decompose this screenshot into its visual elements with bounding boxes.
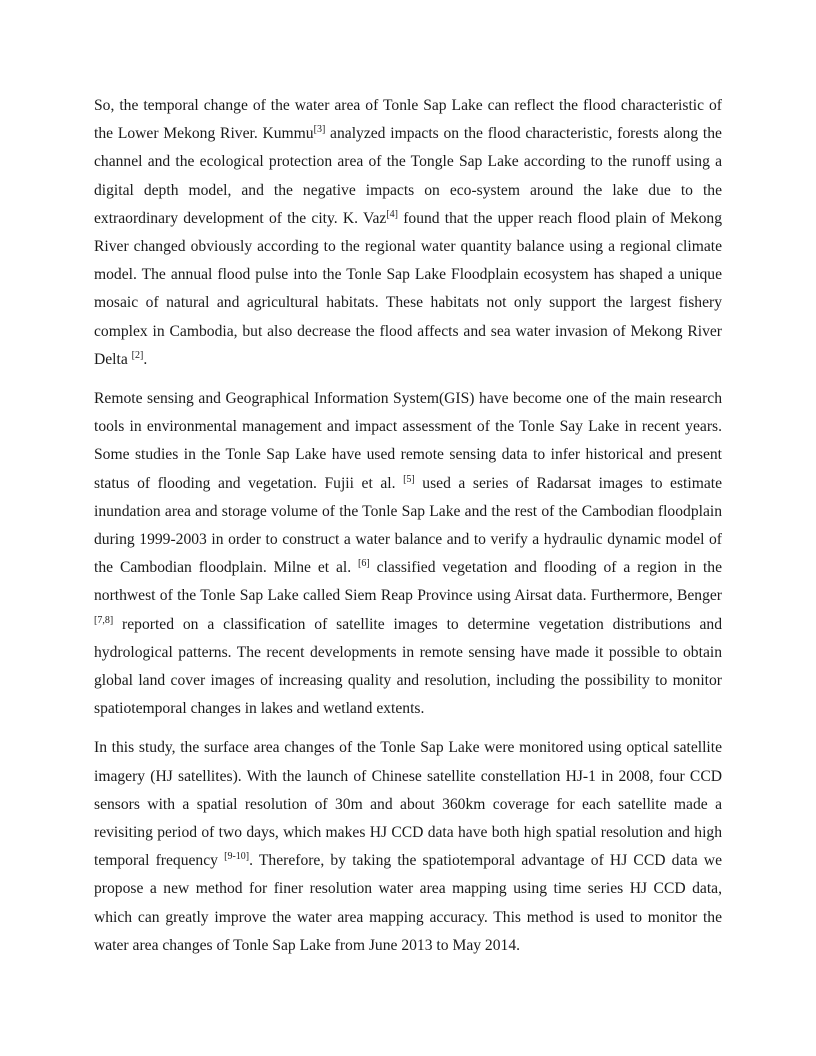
paragraph-3 xyxy=(94,734,722,960)
text-segment: So, the temporal change of the water area of Tonle Sap Lake can reflect the flood characteristic of the Lower Mekong River. Kummu xyxy=(94,97,722,143)
citation: [9-10] xyxy=(224,851,250,863)
text-segment: . Therefore, by taking the spatiotemporal advantage of HJ CCD data we propose a new method for finer resolution water area mapping using time series HJ CCD data, which can greatly improve the water area mapping accuracy. This method is used to monitor the water area changes of Tonle Sap Lake from June 2013 to May 2014. xyxy=(94,852,722,954)
text-segment: In this study, the surface area changes of the Tonle Sap Lake were monitored using optical satellite imagery (HJ satellites). With the launch of Chinese satellite constellation HJ-1 in 2008, four CCD sensors with a spatial resolution of 30m and about 360km coverage for each satellite made a revisiting period of two days, which makes HJ CCD data have both high spatial resolution and high temporal frequency xyxy=(94,739,722,870)
text-segment: found that the upper reach flood plain of Mekong River changed obviously according to the regional water quantity balance using a regional climate model. The annual flood pulse into the Tonle Sap Lake Floodplain ecosystem has shaped a unique mosaic of natural and agricultural habitats. These habitats not only support the largest fishery complex in Cambodia, but also decrease the flood affects and sea water invasion of Mekong River Delta xyxy=(94,209,722,368)
paragraph-1 xyxy=(94,92,722,374)
document-body xyxy=(94,92,722,971)
text-segment: reported on a classification of satellite images to determine vegetation distributions and hydrological patterns. The recent developments in remote sensing have made it possible to obtain global land cover images of increasing quality and resolution, including the possibility to monitor spatiotemporal changes in lakes and wetland extents. xyxy=(94,615,722,718)
citation: [3] xyxy=(313,124,326,136)
citation: [6] xyxy=(358,558,370,570)
citation: [5] xyxy=(403,473,415,485)
text-segment: Remote sensing and Geographical Information System(GIS) have become one of the main research tools in environmental management and impact assessment of the Tonle Say Lake in recent years. Some studies in the Tonle Sap Lake have used remote sensing data to infer historical and present status of flooding and vegetation. Fujii et al. xyxy=(94,390,722,492)
citation: [7,8] xyxy=(94,614,114,626)
text-segment: analyzed impacts on the flood characteristic, forests along the channel and the ecological protection area of the Tongle Sap Lake according to the runoff using a digital depth model, and the negative impacts on eco-system around the lake due to the extraordinary development of the city. K. Vaz xyxy=(94,125,722,227)
citation: [4] xyxy=(386,208,399,220)
text-segment: used a series of Radarsat images to estimate inundation area and storage volume of the Tonle Sap Lake and the rest of the Cambodian floodplain during 1999-2003 in order to construct a water balance and to verify a hydraulic dynamic model of the Cambodian floodplain. Milne et al. xyxy=(94,474,723,577)
text-segment: classified vegetation and flooding of a region in the northwest of the Tonle Sap Lake called Siem Reap Province using Airsat data. Furthermore, Benger xyxy=(94,559,723,605)
text-segment: . xyxy=(143,350,148,368)
paragraph-2 xyxy=(94,385,722,723)
citation: [2] xyxy=(131,349,144,361)
